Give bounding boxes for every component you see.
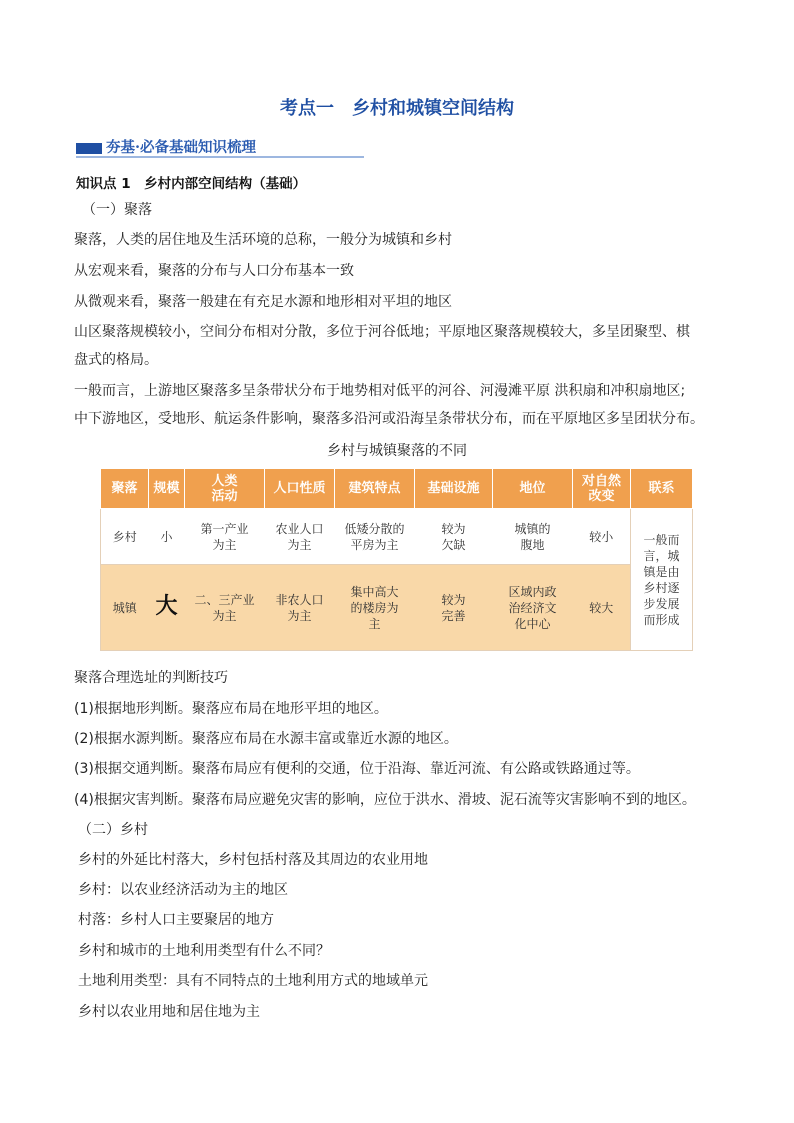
table-caption: 乡村与城镇聚落的不同 (327, 443, 467, 459)
paragraph: 村落：乡村人口主要聚居的地方 (78, 912, 274, 928)
table-cell: 大 (149, 565, 185, 651)
table-header-row (101, 469, 693, 509)
table-header: 聚落 (101, 469, 149, 509)
table-cell: 低矮分散的平房为主 (335, 509, 415, 565)
table-header: 对自然改变 (573, 469, 631, 509)
table-cell: 较大 (573, 565, 631, 651)
table-cell: 较为欠缺 (415, 509, 493, 565)
table-cell: 城镇的腹地 (493, 509, 573, 565)
table-header: 联系 (631, 469, 693, 509)
paragraph: 一般而言，上游地区聚落多呈条带状分布于地势相对低平的河谷、河漫滩平原 洪积扇和冲积扇地区; (74, 383, 686, 399)
table-header: 人口性质 (265, 469, 335, 509)
tip-item: (2)根据水源判断。聚落应布局在水源丰富或靠近水源的地区。 (74, 731, 458, 747)
table-header: 建筑特点 (335, 469, 415, 509)
paragraph: 盘式的格局。 (74, 352, 158, 368)
comparison-table (100, 468, 692, 650)
paragraph: 乡村：以农业经济活动为主的地区 (78, 882, 288, 898)
table-header: 人类活动 (185, 469, 265, 509)
banner-underline (76, 156, 364, 158)
banner-text: 夯基·必备基础知识梳理 (106, 139, 257, 156)
paragraph: 土地利用类型：具有不同特点的土地利用方式的地域单元 (78, 973, 428, 989)
table-header: 地位 (493, 469, 573, 509)
table-header: 基础设施 (415, 469, 493, 509)
banner-bar-decoration (76, 143, 102, 154)
table-row (101, 509, 693, 565)
table-row (101, 565, 693, 651)
table-cell-lianxi: 一般而言，城镇是由乡村逐步发展而形成 (631, 509, 693, 651)
paragraph: 从微观来看，聚落一般建在有充足水源和地形相对平坦的地区 (74, 294, 452, 310)
paragraph: 乡村以农业用地和居住地为主 (78, 1004, 260, 1020)
page-title: 考点一 乡村和城镇空间结构 (280, 98, 514, 119)
table-cell: 集中高大的楼房为主 (335, 565, 415, 651)
table-cell: 区域内政治经济文化中心 (493, 565, 573, 651)
table-cell: 城镇 (101, 565, 149, 651)
tip-item: (3)根据交通判断。聚落布局应有便利的交通，位于沿海、靠近河流、有公路或铁路通过等。 (74, 761, 640, 777)
table-cell: 小 (149, 509, 185, 565)
tips-title: 聚落合理选址的判断技巧 (74, 670, 228, 686)
table-cell: 乡村 (101, 509, 149, 565)
table-cell: 非农人口为主 (265, 565, 335, 651)
tip-item: (1)根据地形判断。聚落应布局在地形平坦的地区。 (74, 701, 388, 717)
tip-item: (4)根据灾害判断。聚落布局应避免灾害的影响，应位于洪水、滑坡、泥石流等灾害影响不到的地区。 (74, 792, 696, 808)
section-banner (76, 135, 364, 159)
knowledge-point-heading: 知识点 1 乡村内部空间结构（基础） (76, 176, 307, 192)
paragraph: 从宏观来看，聚落的分布与人口分布基本一致 (74, 263, 354, 279)
table-cell: 较为完善 (415, 565, 493, 651)
table-cell: 农业人口为主 (265, 509, 335, 565)
table-header: 规模 (149, 469, 185, 509)
paragraph: 山区聚落规模较小，空间分布相对分散，多位于河谷低地；平原地区聚落规模较大，多呈团聚型、棋 (74, 324, 690, 340)
table-cell: 第一产业为主 (185, 509, 265, 565)
question: 乡村和城市的土地利用类型有什么不同？ (78, 943, 330, 959)
paragraph: 聚落，人类的居住地及生活环境的总称，一般分为城镇和乡村 (74, 232, 452, 248)
paragraph: 中下游地区，受地形、航运条件影响，聚落多沿河或沿海呈条带状分布，而在平原地区多呈团状分布。 (74, 411, 704, 427)
paragraph: 乡村的外延比村落大，乡村包括村落及其周边的农业用地 (78, 852, 428, 868)
table-cell: 较小 (573, 509, 631, 565)
subheading-village: （二）乡村 (78, 822, 148, 838)
table-cell: 二、三产业为主 (185, 565, 265, 651)
subheading-settlement: （一）聚落 (82, 202, 152, 218)
